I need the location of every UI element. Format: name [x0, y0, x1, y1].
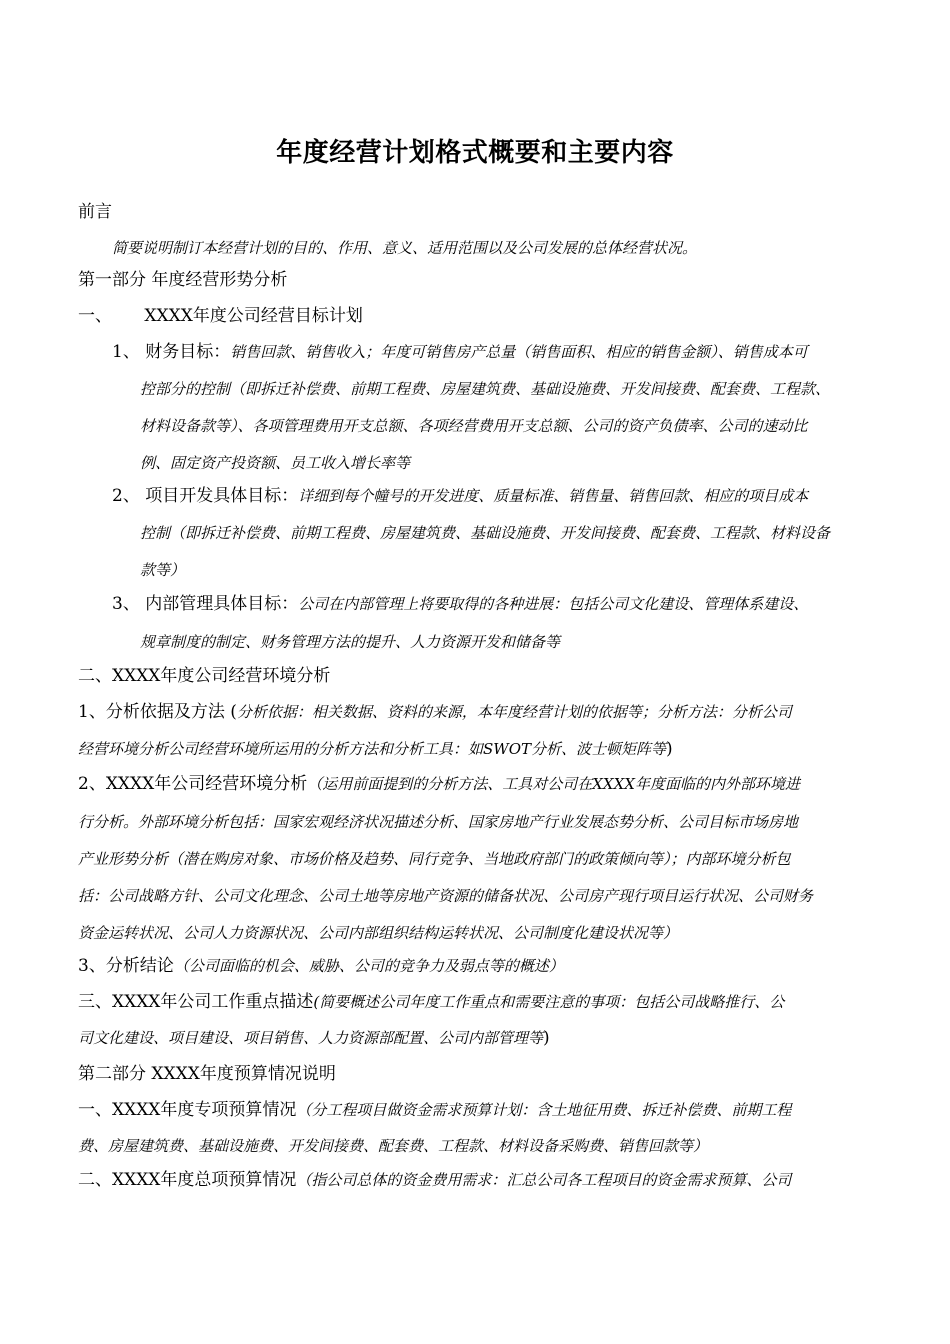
sec3-close: ) [543, 1028, 550, 1048]
item1-line1 [112, 340, 912, 364]
part1-heading: 第一部分 年度经营形势分析 [78, 270, 288, 290]
item1-line3: 材料设备款等）、各项管理费用开支总额、各项经营费用开支总额、公司的资产负债率、公司的速动比 [140, 417, 808, 435]
part1-sec3-heading: 三、XXXX年公司工作重点描述 [78, 992, 314, 1012]
item2-line3: 款等） [140, 561, 186, 579]
sec2-p1-close: ) [666, 739, 673, 759]
sec2-p3-label: 3、分析结论 [78, 956, 174, 976]
sec3-line2 [78, 1026, 878, 1050]
item3-label: 3、 内部管理具体目标： [112, 594, 299, 614]
item2-line2: 控制（即拆迁补偿费、前期工程费、房屋建筑费、基础设施费、开发间接费、配套费、工程款、材料设备 [140, 524, 831, 542]
item1-line4: 例、固定资产投资额、员工收入增长率等 [140, 454, 411, 472]
part2-sec1-text: （分工程项目做资金需求预算计划：含土地征用费、拆迁补偿费、前期工程 [296, 1101, 792, 1119]
sec2-p1-line2 [78, 737, 878, 761]
part2-sec2-heading: 二、XXXX年度总项预算情况 [78, 1170, 297, 1190]
preface-heading: 前言 [78, 202, 112, 222]
sec2-p1-line1 [78, 700, 878, 724]
sec2-p1-text: 分析依据：相关数据、资料的来源，本年度经营计划的依据等；分析方法：分析公司 [236, 703, 792, 721]
preface-desc: 简要说明制订本经营计划的目的、作用、意义、适用范围以及公司发展的总体经营状况。 [112, 239, 698, 257]
part2-heading: 第二部分 XXXX年度预算情况说明 [78, 1064, 336, 1084]
sec2-p3-line1 [78, 954, 878, 978]
item1-line2: 控部分的控制（即拆迁补偿费、前期工程费、房屋建筑费、基础设施费、开发间接费、配套费、工程款、 [140, 380, 831, 398]
item2-text: 详细到每个幢号的开发进度、质量标准、销售量、销售回款、相应的项目成本 [298, 487, 809, 505]
item3-text: 公司在内部管理上将要取得的各种进展：包括公司文化建设、管理体系建设、 [298, 595, 809, 613]
document-title: 年度经营计划格式概要和主要内容 [276, 138, 674, 168]
sec2-p3-text: （公司面临的机会、威胁、公司的竞争力及弱点等的概述） [173, 957, 564, 975]
part2-sec1-line2: 费、房屋建筑费、基础设施费、开发间接费、配套费、工程款、材料设备采购费、销售回款等） [78, 1137, 709, 1155]
sec2-p2-line5: 资金运转状况、公司人力资源状况、公司内部组织结构运转状况、公司制度化建设状况等） [78, 924, 679, 942]
sec2-p2-line2: 行分析。外部环境分析包括：国家宏观经济状况描述分析、国家房地产行业发展态势分析、公司目标市场房地 [78, 813, 799, 831]
sec2-p2-line4: 括：公司战略方针、公司文化理念、公司土地等房地产资源的储备状况、公司房产现行项目运行状况、公司财务 [78, 887, 814, 905]
sec2-p1-text2: 经营环境分析公司经营环境所运用的分析方法和分析工具：如SWOT分析、波士顿矩阵等 [78, 740, 666, 758]
sec2-p2-line3: 产业形势分析（潜在购房对象、市场价格及趋势、同行竞争、当地政府部门的政策倾向等）；内部环境分析包 [78, 850, 791, 868]
sec2-p2-label: 2、XXXX年公司经营环境分析 [78, 774, 308, 794]
sec3-line1 [78, 990, 878, 1014]
sec2-p2-line1 [78, 772, 878, 796]
part1-sec1-heading: 一、 XXXX年度公司经营目标计划 [78, 306, 363, 326]
sec2-p1-label: 1、分析依据及方法 ( [78, 702, 237, 722]
part2-sec2-text: （指公司总体的资金费用需求：汇总公司各工程项目的资金需求预算、公司 [296, 1171, 792, 1189]
part2-sec2-line1 [78, 1168, 878, 1192]
item1-label: 1、 财务目标： [112, 342, 231, 362]
item3-line2: 规章制度的制定、财务管理方法的提升、人力资源开发和储备等 [140, 633, 561, 651]
sec3-text2: 司文化建设、项目建设、项目销售、人力资源部配置、公司内部管理等 [78, 1029, 544, 1047]
item1-text: 销售回款、销售收入；年度可销售房产总量（销售面积、相应的销售金额）、销售成本可 [230, 343, 808, 361]
part2-sec1-line1 [78, 1098, 878, 1122]
item3-line1 [112, 592, 912, 616]
part1-sec2-heading: 二、XXXX年度公司经营环境分析 [78, 666, 331, 686]
part2-sec1-heading: 一、XXXX年度专项预算情况 [78, 1100, 297, 1120]
sec2-p2-text: （运用前面提到的分析方法、工具对公司在XXXX年度面临的内外部环境进 [307, 775, 800, 793]
item2-label: 2、 项目开发具体目标： [112, 486, 299, 506]
item2-line1 [112, 484, 912, 508]
sec3-text: (简要概述公司年度工作重点和需要注意的事项：包括公司战略推行、公 [313, 993, 785, 1011]
